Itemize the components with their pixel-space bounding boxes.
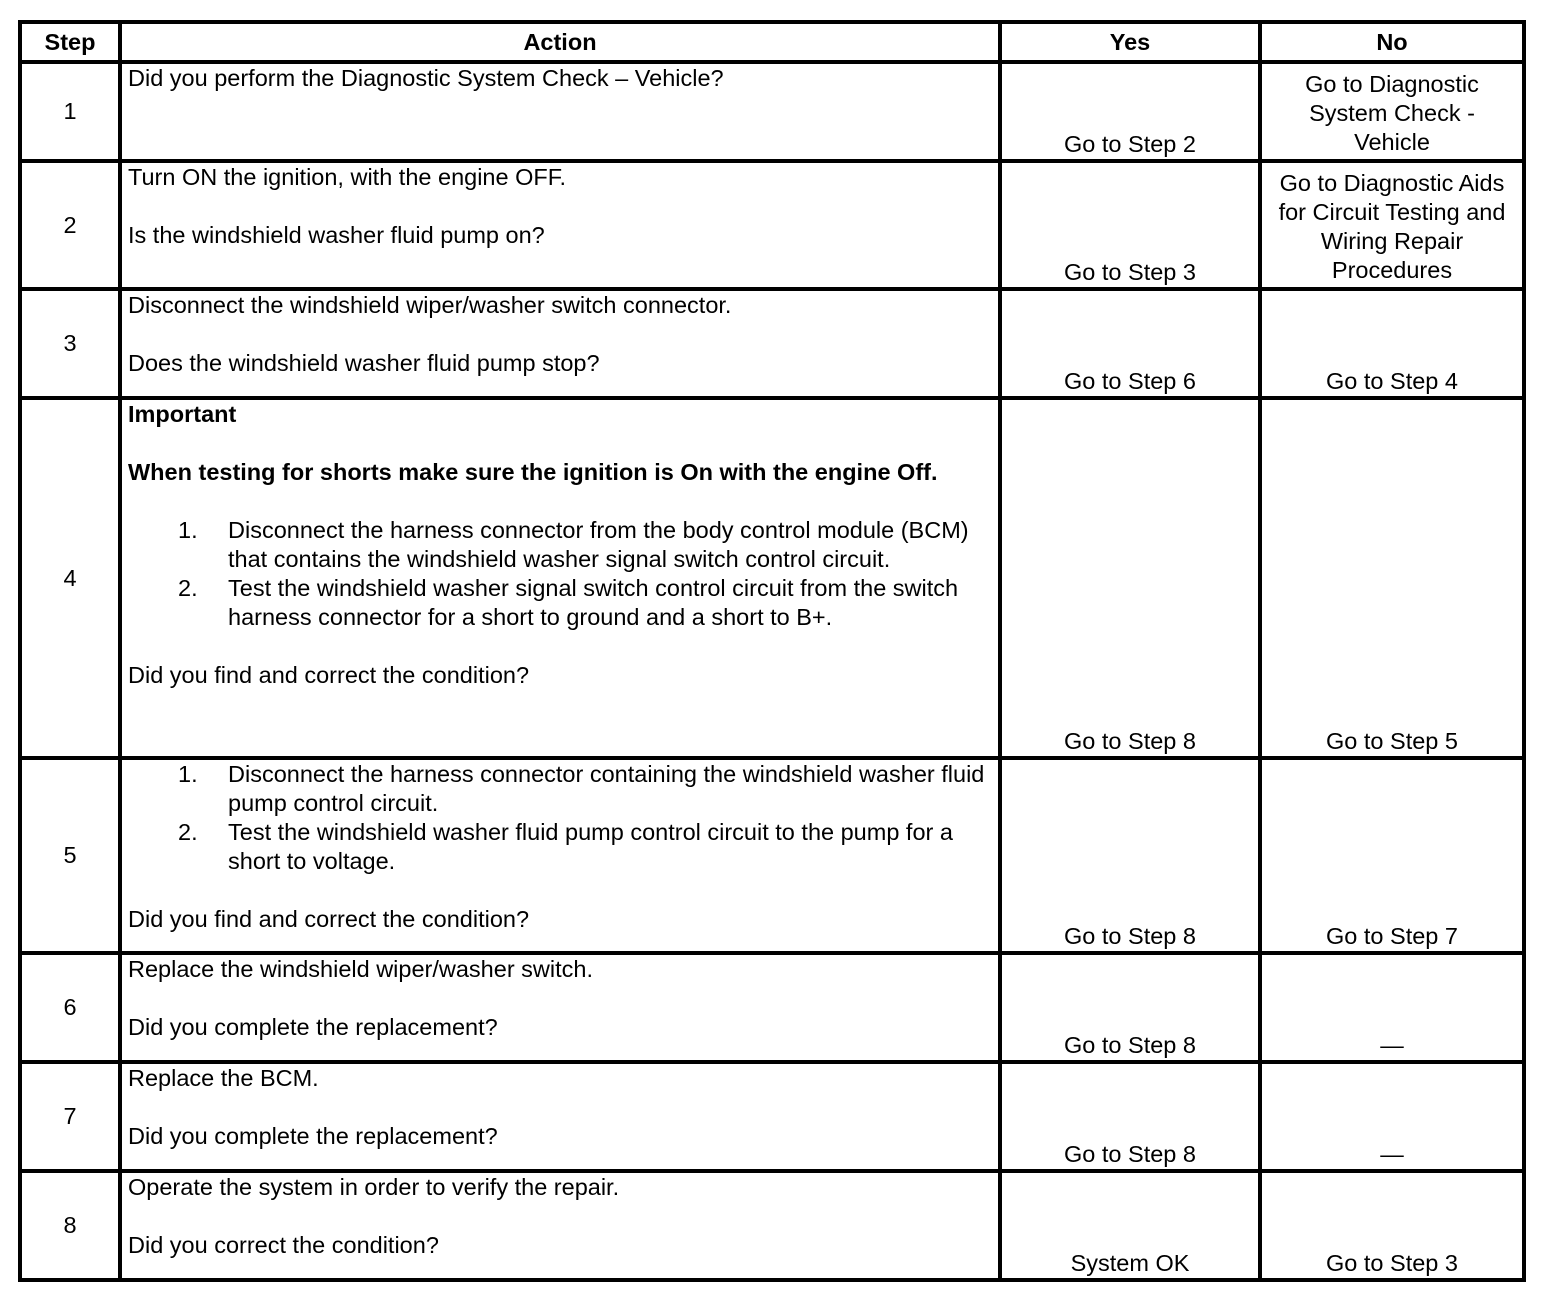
action-cell [120,398,1000,758]
step-number: 3 [20,289,120,398]
yes-cell: Go to Step 8 [1000,1062,1260,1171]
action-instruction: Replace the windshield wiper/washer switch. [128,956,593,982]
action-question: Does the windshield washer fluid pump stop? [128,350,600,376]
no-cell: Go to Diagnostic System Check - Vehicle [1260,62,1524,161]
important-label: Important [128,401,237,427]
substep-text: Test the windshield washer signal switch control circuit from the switch harness connector for a short to ground and a short to B+. [228,575,959,630]
no-cell: Go to Step 4 [1260,289,1524,398]
no-cell: — [1260,1062,1524,1171]
header-step: Step [20,22,120,62]
important-note: When testing for shorts make sure the ignition is On with the engine Off. [128,459,938,485]
step-number: 7 [20,1062,120,1171]
substep-text: Disconnect the harness connector from the body control module (BCM) that contains the windshield washer signal switch control circuit. [228,517,969,572]
action-question: Did you perform the Diagnostic System Check – Vehicle? [128,65,724,91]
action-cell [120,758,1000,953]
table-row [20,1062,1524,1171]
list-item [128,516,992,574]
table-row [20,62,1524,161]
action-cell [120,1171,1000,1280]
action-cell [120,1062,1000,1171]
list-item [128,760,992,818]
step-number: 1 [20,62,120,161]
step-number: 5 [20,758,120,953]
yes-cell: System OK [1000,1171,1260,1280]
step-number: 4 [20,398,120,758]
no-cell: Go to Diagnostic Aids for Circuit Testing and Wiring Repair Procedures [1260,161,1524,289]
substep-number: 1. [178,761,198,787]
yes-cell: Go to Step 3 [1000,161,1260,289]
header-yes: Yes [1000,22,1260,62]
substep-number: 2. [178,575,198,601]
substep-text: Test the windshield washer fluid pump control circuit to the pump for a short to voltage. [228,819,953,874]
action-instruction: Disconnect the windshield wiper/washer switch connector. [128,292,732,318]
yes-cell: Go to Step 8 [1000,398,1260,758]
table-row [20,953,1524,1062]
header-action: Action [120,22,1000,62]
yes-cell: Go to Step 6 [1000,289,1260,398]
no-cell: Go to Step 5 [1260,398,1524,758]
step-number: 2 [20,161,120,289]
list-item [128,574,992,632]
step-number: 8 [20,1171,120,1280]
substep-text: Disconnect the harness connector containing the windshield washer fluid pump control circuit. [228,761,985,816]
yes-cell: Go to Step 8 [1000,953,1260,1062]
step-number: 6 [20,953,120,1062]
header-row [20,22,1524,62]
yes-cell: Go to Step 8 [1000,758,1260,953]
action-instruction: Operate the system in order to verify the repair. [128,1174,620,1200]
no-cell: Go to Step 7 [1260,758,1524,953]
table-row [20,1171,1524,1280]
action-instruction: Turn ON the ignition, with the engine OFF. [128,164,567,190]
action-question: Is the windshield washer fluid pump on? [128,222,545,248]
action-question: Did you complete the replacement? [128,1123,498,1149]
table-row [20,758,1524,953]
action-cell [120,289,1000,398]
action-cell [120,62,1000,161]
no-cell: Go to Step 3 [1260,1171,1524,1280]
substep-number: 1. [178,517,198,543]
yes-cell: Go to Step 2 [1000,62,1260,161]
substep-number: 2. [178,819,198,845]
action-question: Did you find and correct the condition? [128,662,530,688]
diagnostic-table [18,20,1526,1282]
table-row [20,289,1524,398]
action-cell [120,161,1000,289]
header-no: No [1260,22,1524,62]
substep-list [128,760,992,876]
action-question: Did you complete the replacement? [128,1014,498,1040]
action-cell [120,953,1000,1062]
substep-list [128,516,992,632]
action-question: Did you correct the condition? [128,1232,439,1258]
list-item [128,818,992,876]
table-row [20,161,1524,289]
no-cell: — [1260,953,1524,1062]
action-question: Did you find and correct the condition? [128,906,530,932]
action-instruction: Replace the BCM. [128,1065,319,1091]
table-row [20,398,1524,758]
